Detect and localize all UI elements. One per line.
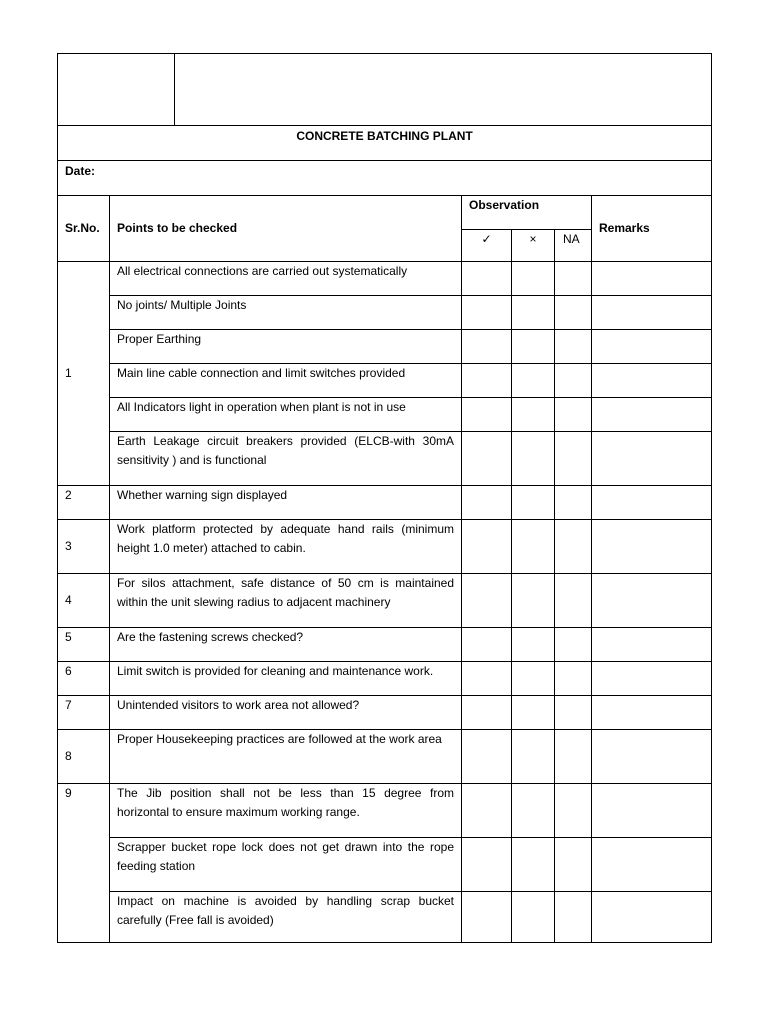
point-cell: Whether warning sign displayed xyxy=(110,486,462,520)
remarks-cell[interactable] xyxy=(592,296,712,330)
check-cell[interactable] xyxy=(462,730,512,784)
na-cell[interactable] xyxy=(555,398,592,432)
point-cell: The Jib position shall not be less than 15 degree from horizontal to ensure maximum working range. xyxy=(110,784,462,838)
cross-cell[interactable] xyxy=(512,364,555,398)
cross-cell[interactable] xyxy=(512,398,555,432)
point-cell: Main line cable connection and limit switches provided xyxy=(110,364,462,398)
na-cell[interactable] xyxy=(555,730,592,784)
check-cell[interactable] xyxy=(462,398,512,432)
sr-no-cell: 3 xyxy=(58,520,110,574)
sr-no-header: Sr.No. xyxy=(58,196,110,262)
point-cell: Earth Leakage circuit breakers provided (ELCB-with 30mA sensitivity ) and is functional xyxy=(110,432,462,486)
point-cell: Proper Earthing xyxy=(110,330,462,364)
check-cell[interactable] xyxy=(462,364,512,398)
table-row xyxy=(58,628,712,662)
remarks-cell[interactable] xyxy=(592,398,712,432)
sr-no-cell: 7 xyxy=(58,696,110,730)
remarks-cell[interactable] xyxy=(592,432,712,486)
table-row xyxy=(58,296,712,330)
remarks-cell[interactable] xyxy=(592,838,712,892)
observation-header: Observation xyxy=(462,196,592,230)
points-header: Points to be checked xyxy=(110,196,462,262)
cross-cell[interactable] xyxy=(512,520,555,574)
table-row xyxy=(58,784,712,838)
cross-cell[interactable] xyxy=(512,574,555,628)
check-cell[interactable] xyxy=(462,296,512,330)
cross-cell[interactable] xyxy=(512,696,555,730)
na-header: NA xyxy=(555,230,592,262)
table-row xyxy=(58,262,712,296)
remarks-header: Remarks xyxy=(592,196,712,262)
cross-cell[interactable] xyxy=(512,296,555,330)
remarks-cell[interactable] xyxy=(592,628,712,662)
check-cell[interactable] xyxy=(462,486,512,520)
logo-cell xyxy=(58,54,175,126)
na-cell[interactable] xyxy=(555,662,592,696)
na-cell[interactable] xyxy=(555,628,592,662)
cross-cell[interactable] xyxy=(512,730,555,784)
table-row xyxy=(58,574,712,628)
cross-cell[interactable] xyxy=(512,784,555,838)
sr-no-cell: 5 xyxy=(58,628,110,662)
check-cell[interactable] xyxy=(462,784,512,838)
table-row xyxy=(58,398,712,432)
cross-cell[interactable] xyxy=(512,330,555,364)
table-row xyxy=(58,486,712,520)
point-cell: Are the fastening screws checked? xyxy=(110,628,462,662)
remarks-cell[interactable] xyxy=(592,330,712,364)
document-title: CONCRETE BATCHING PLANT xyxy=(58,126,712,161)
cross-mark-header: × xyxy=(512,230,555,262)
table-row xyxy=(58,838,712,892)
na-cell[interactable] xyxy=(555,296,592,330)
check-cell[interactable] xyxy=(462,838,512,892)
sr-no-cell: 2 xyxy=(58,486,110,520)
remarks-cell[interactable] xyxy=(592,730,712,784)
point-cell: Limit switch is provided for cleaning and maintenance work. xyxy=(110,662,462,696)
sr-no-cell: 8 xyxy=(58,730,110,784)
remarks-cell[interactable] xyxy=(592,662,712,696)
point-cell: Impact on machine is avoided by handling scrap bucket carefully (Free fall is avoided) xyxy=(110,892,462,943)
cross-cell[interactable] xyxy=(512,432,555,486)
point-cell: Scrapper bucket rope lock does not get drawn into the rope feeding station xyxy=(110,838,462,892)
point-cell: For silos attachment, safe distance of 50 cm is maintained within the unit slewing radius to adjacent machinery xyxy=(110,574,462,628)
cross-cell[interactable] xyxy=(512,486,555,520)
check-cell[interactable] xyxy=(462,628,512,662)
remarks-cell[interactable] xyxy=(592,520,712,574)
sr-no-cell: 4 xyxy=(58,574,110,628)
date-label: Date: xyxy=(58,161,712,196)
check-mark-header: ✓ xyxy=(462,230,512,262)
point-cell: Proper Housekeeping practices are followed at the work area xyxy=(110,730,462,784)
point-cell: Work platform protected by adequate hand rails (minimum height 1.0 meter) attached to cabin. xyxy=(110,520,462,574)
table-row xyxy=(58,520,712,574)
na-cell[interactable] xyxy=(555,574,592,628)
check-cell[interactable] xyxy=(462,574,512,628)
na-cell[interactable] xyxy=(555,784,592,838)
table-row xyxy=(58,662,712,696)
sr-no-cell: 1 xyxy=(58,262,110,486)
na-cell[interactable] xyxy=(555,364,592,398)
remarks-cell[interactable] xyxy=(592,364,712,398)
na-cell[interactable] xyxy=(555,486,592,520)
checklist-table xyxy=(57,53,712,943)
table-row xyxy=(58,432,712,486)
sr-no-cell: 6 xyxy=(58,662,110,696)
check-cell[interactable] xyxy=(462,892,512,943)
sr-no-cell: 9 xyxy=(58,784,110,943)
na-cell[interactable] xyxy=(555,330,592,364)
remarks-cell[interactable] xyxy=(592,486,712,520)
na-cell[interactable] xyxy=(555,892,592,943)
na-cell[interactable] xyxy=(555,838,592,892)
table-row xyxy=(58,696,712,730)
cross-cell[interactable] xyxy=(512,262,555,296)
na-cell[interactable] xyxy=(555,432,592,486)
na-cell[interactable] xyxy=(555,262,592,296)
remarks-cell[interactable] xyxy=(592,262,712,296)
table-row xyxy=(58,730,712,784)
check-cell[interactable] xyxy=(462,262,512,296)
checklist-page xyxy=(57,53,711,943)
cross-cell[interactable] xyxy=(512,628,555,662)
check-cell[interactable] xyxy=(462,662,512,696)
point-cell: All Indicators light in operation when plant is not in use xyxy=(110,398,462,432)
remarks-cell[interactable] xyxy=(592,696,712,730)
check-cell[interactable] xyxy=(462,520,512,574)
check-cell[interactable] xyxy=(462,432,512,486)
cross-cell[interactable] xyxy=(512,838,555,892)
cross-cell[interactable] xyxy=(512,662,555,696)
header-blank-cell xyxy=(175,54,712,126)
point-cell: All electrical connections are carried out systematically xyxy=(110,262,462,296)
remarks-cell[interactable] xyxy=(592,784,712,838)
table-row xyxy=(58,364,712,398)
remarks-cell[interactable] xyxy=(592,574,712,628)
table-row xyxy=(58,892,712,943)
cross-cell[interactable] xyxy=(512,892,555,943)
check-cell[interactable] xyxy=(462,330,512,364)
na-cell[interactable] xyxy=(555,520,592,574)
na-cell[interactable] xyxy=(555,696,592,730)
table-row xyxy=(58,330,712,364)
point-cell: No joints/ Multiple Joints xyxy=(110,296,462,330)
point-cell: Unintended visitors to work area not allowed? xyxy=(110,696,462,730)
remarks-cell[interactable] xyxy=(592,892,712,943)
check-cell[interactable] xyxy=(462,696,512,730)
